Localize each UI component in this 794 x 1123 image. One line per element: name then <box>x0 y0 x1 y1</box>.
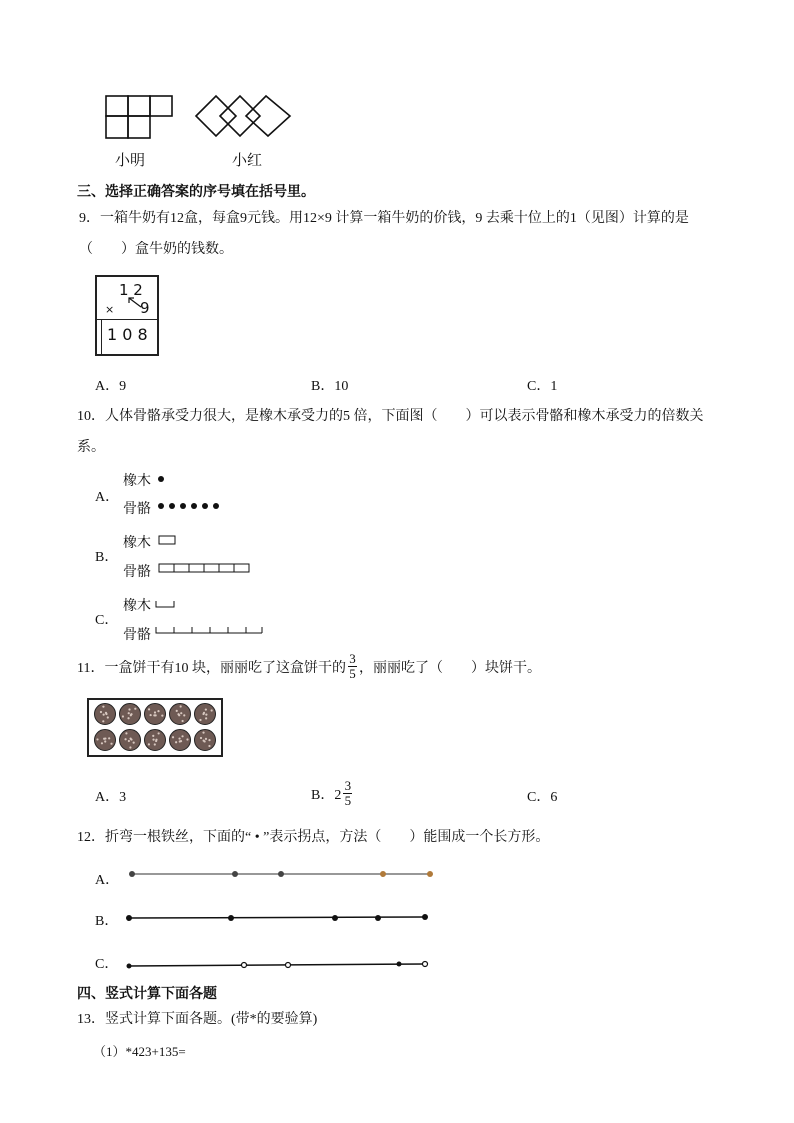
q12-option-c-letter[interactable]: C． <box>95 957 119 972</box>
section-3-heading: 三、选择正确答案的序号填在括号里。 <box>77 184 315 200</box>
q13-text: 13．竖式计算下面各题。(带*的要验算) <box>77 1012 318 1027</box>
q10-option-c-letter[interactable]: C． <box>95 613 119 628</box>
q13-sub1: （1）*423+135= <box>93 1044 186 1059</box>
q11-option-b-denominator: 5 <box>344 793 352 808</box>
q10-b-bars <box>158 534 258 576</box>
q12-wire-c <box>125 958 435 974</box>
q10-a-bone-label: 骨骼 <box>123 501 151 517</box>
cookie <box>145 704 166 725</box>
xiaohong-label: 小红 <box>232 151 263 169</box>
q9-image-top-digits: 1 2 <box>119 281 143 299</box>
q10-b-bone-label: 骨骼 <box>123 564 151 580</box>
q11-option-b-fraction <box>343 779 352 808</box>
q10-option-a-letter[interactable]: A． <box>95 490 120 505</box>
q9-image-line <box>97 319 157 320</box>
q12-wire-b <box>125 910 435 926</box>
q11-option-b-numerator: 3 <box>344 778 352 793</box>
q11-text-after: ，丽丽吃了（ ）块饼干。 <box>358 660 541 676</box>
q10-c-bone-label: 骨骼 <box>123 627 151 643</box>
q9-image-divider <box>101 319 102 354</box>
q9-option-b[interactable]: B．10 <box>311 379 349 394</box>
q10-text-line2: 系。 <box>77 440 105 455</box>
q10-option-b-letter[interactable]: B． <box>95 550 119 565</box>
q10-text-line1: 10．人体骨骼承受力很大，是橡木承受力的5 倍，下面图（ ）可以表示骨骼和橡木承受力的倍数关 <box>77 409 704 424</box>
q10-a-oak-label: 橡木 <box>123 473 151 489</box>
q10-b-oak-label: 橡木 <box>123 535 151 551</box>
q9-arrow <box>125 295 145 311</box>
q12-option-b-letter[interactable]: B． <box>95 914 119 929</box>
q11-option-b[interactable] <box>311 779 354 808</box>
q9-text-line1: 9．一箱牛奶有12盒，每盒9元钱。用12×9 计算一箱牛奶的价钱，9 去乘十位上的1（见图）计算的是 <box>79 211 689 226</box>
q9-multiplication-image <box>95 275 159 356</box>
q9-option-c[interactable]: C．1 <box>527 379 558 394</box>
q11-cookie-box <box>87 698 223 757</box>
q11-cookies <box>89 700 221 755</box>
q9-image-result: 1 0 8 <box>107 325 148 344</box>
q9-text-line2: （ ）盒牛奶的钱数。 <box>79 242 233 257</box>
section-4-heading: 四、竖式计算下面各题 <box>77 986 217 1002</box>
xiaoming-label: 小明 <box>115 151 146 169</box>
cookie <box>120 704 141 725</box>
q12-option-a-letter[interactable]: A． <box>95 873 120 888</box>
q11-fraction-numerator: 3 <box>349 651 356 666</box>
q9-image-times: × <box>105 303 115 316</box>
q10-c-oak-label: 橡木 <box>123 598 151 614</box>
cookie <box>145 730 166 751</box>
q11-fraction-denominator: 5 <box>349 666 356 681</box>
xiaoming-net-figure <box>104 94 176 142</box>
cookie <box>195 730 216 751</box>
q9-option-a[interactable]: A．9 <box>95 379 127 394</box>
cookie <box>95 704 116 725</box>
q10-c-segments <box>154 597 266 637</box>
q11-text-before: 11．一盒饼干有10 块，丽丽吃了这盒饼干的 <box>77 660 346 676</box>
xiaohong-net-figure <box>194 94 296 142</box>
q11-option-a[interactable]: A．3 <box>95 790 127 805</box>
q12-text: 12．折弯一根铁丝，下面的“ • ”表示拐点，方法（ ）能围成一个长方形。 <box>77 830 550 845</box>
q11-option-c[interactable]: C．6 <box>527 790 558 805</box>
q9-image-nine: 9 <box>140 299 150 317</box>
q12-wire-a <box>128 866 438 882</box>
q11-option-b-prefix: B．2 <box>311 787 342 803</box>
q10-a-dots <box>155 470 235 510</box>
cookie <box>195 704 216 725</box>
q11-fraction <box>348 652 357 681</box>
q11-text <box>77 652 541 681</box>
